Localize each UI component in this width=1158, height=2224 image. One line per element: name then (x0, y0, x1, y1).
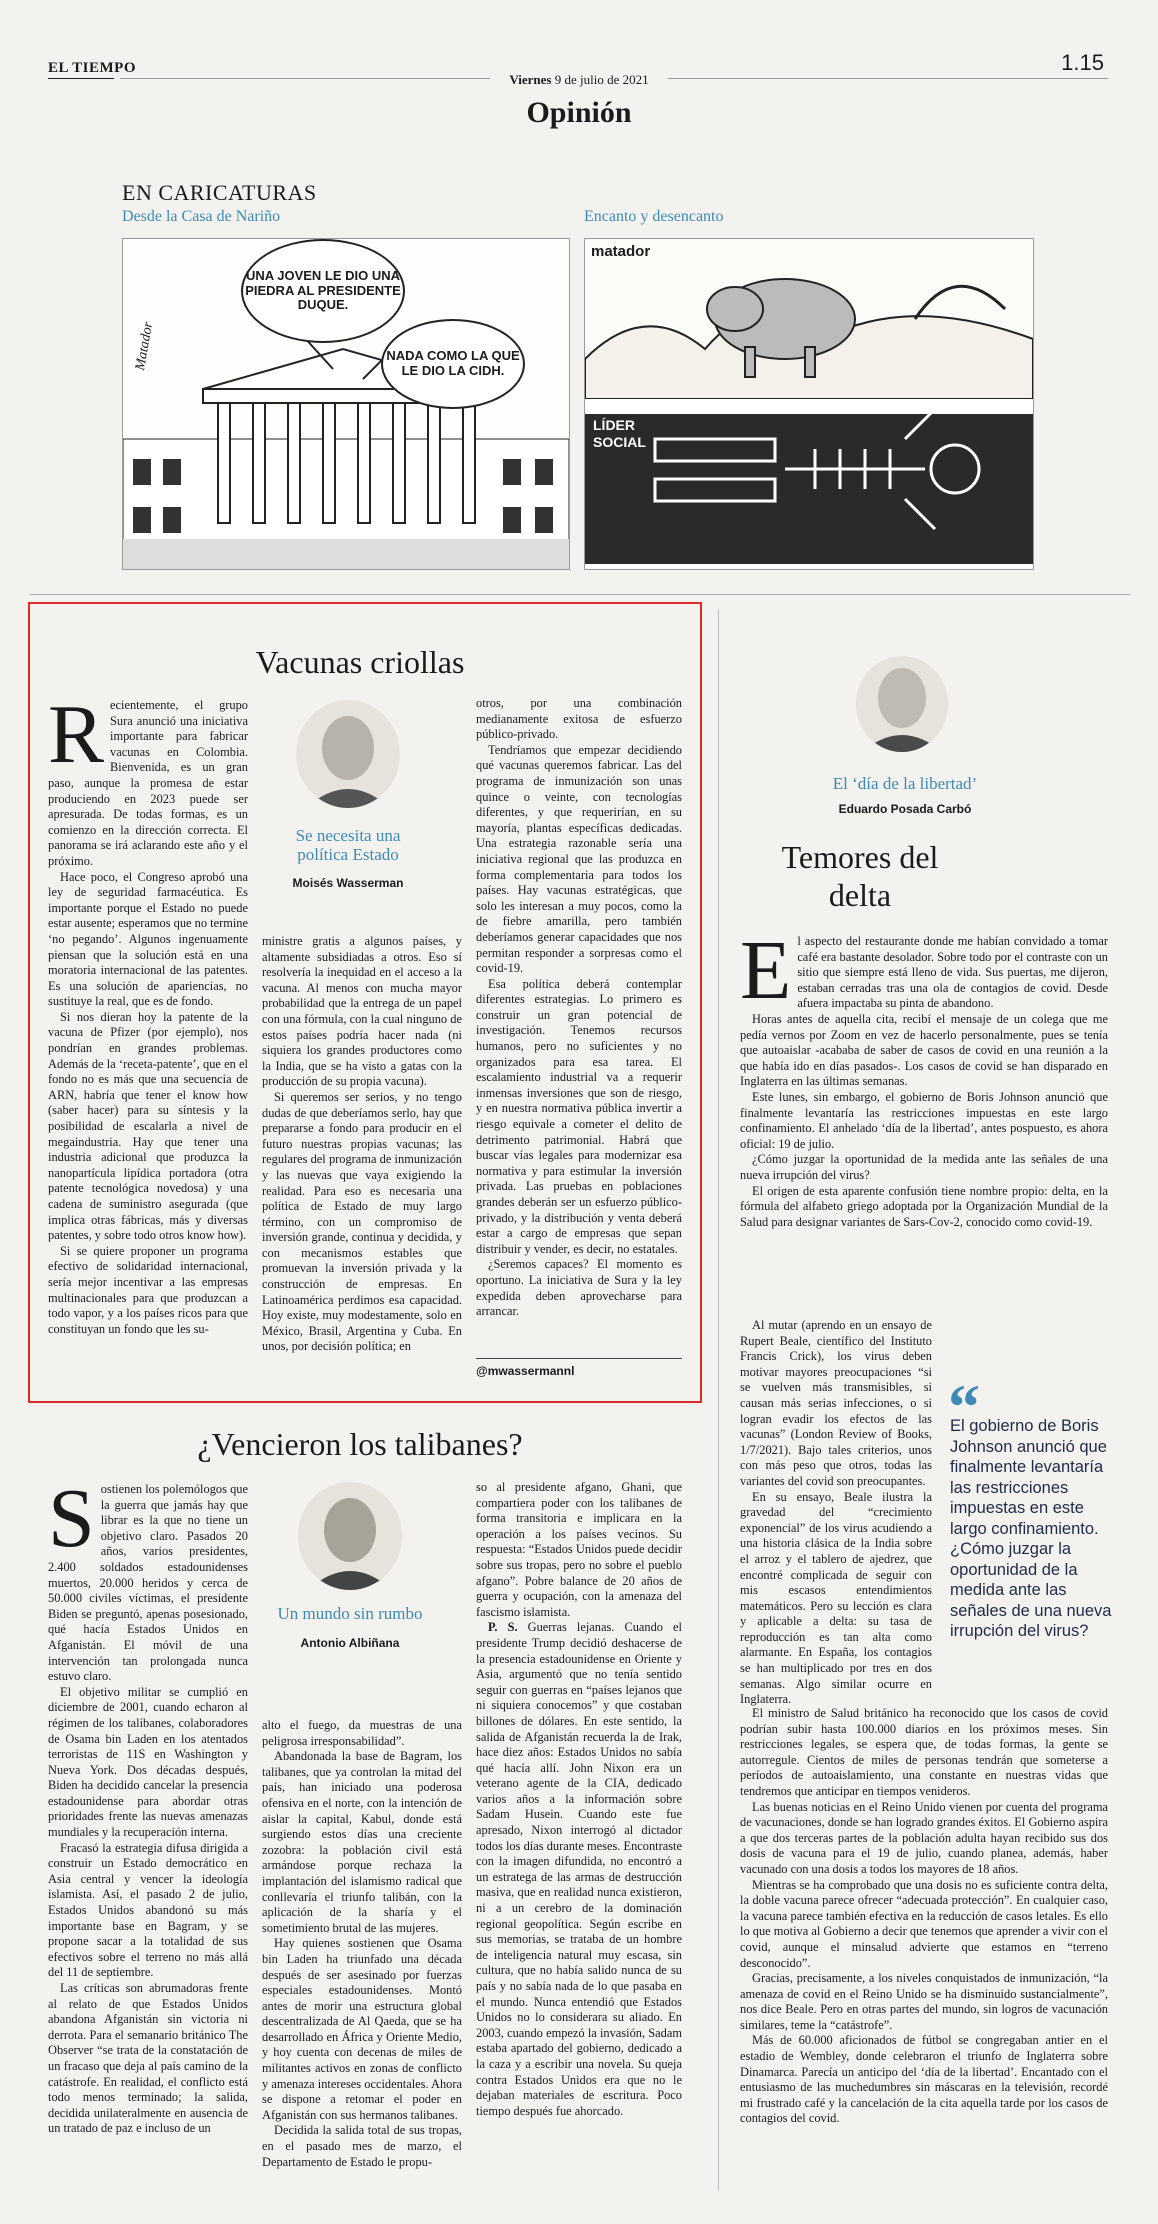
column-divider (718, 610, 719, 2190)
article1-col3: otros, por una combinación medianamente exitosa de esfuerzo público-privado. Tendríamos que empezar decidiendo qué vacunas queremos fabricar. Las del programa de inmunización son unas quince o veinte, con tecnologías diferentes, y que requerirían, en su mayoría, plantas específicas dedicadas. Una estrategia razonable sería una iniciativa regional que las produzca en forma complementaria para todos los países. Hay vacunas estratégicas, que solo les interesan a muy pocos, como la de fiebre amarilla, pero también deberíamos generar capacidades que nos permitan responder a sorpresas como el covid-19. Esa política deberá contemplar diferentes estrategias. Lo primero es construir un gran potencial de investigación. Tenemos recursos humanos, pero no suficientes y no organizados para esa tarea. El escalamiento industrial va a requerir inmensas inversiones que son de riesgo, y en nuestra normativa pública invertir a riesgo equivale a cometer el delito de detrimento patrimonial. Habrá que buscar vías legales para modernizar esa normativa y para estimular la inversión privada. Las pruebas en poblaciones grandes deberán ser un esfuerzo público-privado, y la distribución y venta deberá estar a cargo de empresas que sepan distribuir y vender, es decir, no estatales. ¿Seremos capaces? El momento es oportuno. La iniciativa de Sura y la ley expedida deben aprovecharse para arrancar. (476, 696, 682, 1319)
article3-col1: El aspecto del restaurante donde me habían convidado a tomar café era bastante desolador. Sobre todo por el contraste con un sitio que siempre está lleno de vida. Sus puertas, me dijeron, estaban cerradas tras una ola de contagios de covid. Desde afuera impactaba su pinta de abandono. Horas antes de aquella cita, recibí el mensaje de un colega que me pedía vernos por Zoom en vez de hacerlo personalmente, pues se tenía que autoaislar -acababa de saber de casos de covid en una reunión a la que había ido en días pasados-. Los casos de covid se han disparado en Inglaterra en las últimas semanas. Este lunes, sin embargo, el gobierno de Boris Johnson anunció que finalmente levantaría las restricciones impuestas en este largo confinamiento. El anhelado ‘día de la libertad’, antes pospuesto, es ahora oficial: 19 de julio. ¿Cómo juzgar la oportunidad de la medida ante las señales de una nueva irrupción del virus? El origen de esta aparente confusión tiene nombre propio: delta, en la fórmula del alfabeto griego adoptada por la Organización Mundial de la Salud para designar variantes de Sars-Cov-2, conocido como covid-19. (740, 924, 1108, 1229)
cartoons-heading: EN CARICATURAS (122, 180, 317, 205)
article3-pull-quote: El gobierno de Boris Johnson anunció que finalmente levantaría las restricciones impuestas en este largo confinamiento. ¿Cómo juzgar la oportunidad de la medida ante las señales de una nueva irrupción del virus? (950, 1417, 1112, 1640)
article2-col2: alto el fuego, da muestras de una peligrosa irresponsabilidad”. Abandonada la base de Bagram, los talibanes, que ya controlan la mitad del país, han iniciado una poderosa ofensiva en el norte, con la intención de aislar la capital, Kabul, donde está surgiendo estos días una creciente zozobra: la población civil está armándose porque rechaza la implantación del islamismo radical que conllevaría el triunfo talibán, con la aplicación de la sharía y el sometimiento brutal de las mujeres. Hay quienes sostienen que Osama bin Laden ha triunfado una década después de ser asesinado por fuerzas especiales estadounidenses. Montó antes de morir una estructura global descentralizada de Al Qaeda, que se ha desarrollado en África y Oriente Medio, y hoy cuenta con decenas de miles de militantes activos en zonas de conflicto y amenaza intereses occidentales. Ahora se dispone a retomar el poder en Afganistán con sus hermanos talibanes. Decidida la salida total de sus tropas, en el pasado mes de marzo, el Departamento de Estado le propu- (262, 1718, 462, 2169)
article1-dropcap: R (48, 688, 105, 781)
article2-column-name: Un mundo sin rumbo (277, 1604, 423, 1623)
article3-column-name: El ‘día de la libertad’ (832, 774, 978, 793)
article3-title: Temores del delta (781, 839, 939, 913)
article2-author-photo (298, 1482, 402, 1590)
article1-col2: ministre gratis a algunos países, y altamente subsidiadas a otros. Eso sí resolvería la inequidad en el acceso a la vacuna. Al menos con mucha mayor probabilidad que la entrega de un papel con una fórmula, con la cual ninguno de estos países podría hacer nada (ni siquiera los grandes productores como la India, que se ha visto a gatas con la producción de su propia vacuna). Si queremos ser serios, y no tengo dudas de que deberíamos serlo, hay que prepararse a fondo para producir en el futuro nuestras propias vacunas; las regulares del programa de inmunización y las nuevas que vaya exigiendo la realidad. Para eso es necesaria una política de Estado de muy largo término, con un compromiso de inversión grande, continua y decidida, y con mecanismos estables que promuevan la inversión privada y la construcción de empresas. En Latinoamérica perdimos esa capacidad. Hoy existe, muy modestamente, solo en México, Brasil, Argentina y Cuba. En unos, por decisión política; en (262, 934, 462, 1354)
cartoon-left-signature: Matador (133, 320, 157, 372)
article2-col1: Sostienen los polemólogos que la guerra que jamás hay que librar es la que no tiene un objetivo claro. Pasados 20 años, varios presidentes, 2.400 soldados estadounidenses muertos, 20.000 heridos y cerca de 50.000 civiles víctimas, el presidente Biden se preguntó, apenas posesionado, qué hacía Estados Unidos en Afganistán. El móvil de una intervención tan prolongada nunca estuvo claro. El objetivo militar se cumplió en diciembre de 2001, cuando echaron al régimen de los talibanes, colaboradores de Osama bin Laden en los atentados terroristas de 11S en Washington y Nueva York. Dos décadas después, Biden ha decidido cancelar la presencia estadounidense para abordar otras prioridades frente las nuevas amenazas mundiales y la recuperación interna. Fracasó la estrategia difusa dirigida a construir un Estado democrático en Asia central y vencer la ideología islamista. Así, el pasado 2 de julio, Estados Unidos abandonó su más importante base en Bagram, y se propone sacar a la totalidad de sus efectivos sobre el terreno no más allá del 11 de septiembre. Las críticas son abrumadoras frente al relato de que Estados Unidos abandona Afganistán sin victoria ni derrota. Para el semanario británico The Observer “se trata de la constatación de un fracaso que deja al país camino de la catástrofe. En realidad, el conflicto está todo menos terminado; la salida, decidida unilateralmente en ausencia de un tratado de paz e incluso de un (48, 1472, 248, 2136)
cartoon-left-bubble-1: UNA JOVEN LE DIO UNA PIEDRA AL PRESIDENTE DUQUE. (241, 239, 405, 343)
cartoon-right-drawing (585, 239, 1033, 569)
quote-icon: “ (948, 1371, 980, 1442)
cartoon-right-brand: matador (591, 243, 651, 260)
article2-col3: so al presidente afgano, Ghani, que compartiera poder con los talibanes de forma transitoria e implicara en la operación a los países vecinos. Su respuesta: “Estados Unidos puede decidir sobre sus tropas, pero no sobre el pueblo afgano”. Pobre balance de 20 años de guerra y ocupación, con la amenaza del fascismo islamista. P. S. Guerras lejanas. Cuando el presidente Trump decidió deshacerse de la presencia estadounidense en Oriente y Asia, argumentó que no tenía sentido seguir con guerras en “países lejanos que ni siquiera conocemos” y que costaban billones de dólares. En este sentido, la salida de Afganistán recuerda la de Irak, hace diez años: Estados Unidos no sabía qué hacía allí. John Nixon era un veterano agente de la CIA, dedicado varios años a la información sobre Sadam Husein. Cuando este fue apresado, Nixon interrogó al dictador todos los días durante meses. Encontraste con la imagen difundida, no encontró a un estratega de las armas de destrucción masiva, que en realidad nunca existieron, ni a un cerebro de la dominación regional geopolítica. Según escribe en sus memorias, se trataba de un hombre de inteligencia natural muy escasa, sin cultura, que no había salido nunca de su país y no sabía nada de lo que pasaba en el mundo. Nunca entendió que Estados Unidos no lo considerara su aliado. En 2003, cuando empezó la invasión, Sadam estaba apartado del gobierno, dedicado a la caza y a escribir una novela. Su queja contra Estados Unidos era que no le dejaban materiales de escritura. Poco tiempo después fue ahorcado. (476, 1480, 682, 2118)
cartoon-divider (30, 594, 1130, 595)
page-number: 1.15 (1061, 50, 1104, 75)
cartoon-right-sign: LÍDER SOCIAL (593, 417, 646, 450)
article3-author-photo (856, 656, 948, 752)
cartoon-right (584, 238, 1034, 570)
article1-author-photo (296, 700, 400, 808)
author-portrait-icon (856, 656, 948, 752)
article3-dropcap: E (740, 924, 792, 1017)
article3-narrow-col: Al mutar (aprendo en un ensayo de Rupert Beale, científico del Instituto Francis Crick), los virus deben motivar mayores preocupaciones “si se vuelven más transmisibles, si causan más serias infecciones, o si logran evadir los efectos de las vacunas” (London Review of Books, 1/7/2021). Bajo tales criterios, unos con más peso que otros, todas las variantes del covid son preocupantes. En su ensayo, Beale ilustra la gravedad del “crecimiento exponencial” de los virus acudiendo a una historia clásica de la India sobre el arroz y el tablero de ajedrez, que encontré complicada de seguir con mis escasos entendimientos matemáticos. Pero su lección es clara y aplicable a delta: su tasa de reproducción es tan alta como alarmante. En España, los contagios se han multiplicado por tres en dos semanas. Algo similar ocurre en Inglaterra. (740, 1318, 932, 1707)
cartoon-left (122, 238, 570, 570)
article1-title: Vacunas criollas (255, 644, 465, 680)
article1-handle: @mwassermannl (476, 1364, 575, 1378)
article2-title: ¿Vencieron los talibanes? (197, 1426, 523, 1462)
section-title: Opinión (526, 96, 632, 129)
article1-column-name: Se necesita una política Estado (295, 826, 401, 864)
article2-dropcap: S (48, 1472, 95, 1565)
cartoon-left-subtitle: Desde la Casa de Nariño (122, 208, 281, 225)
cartoon-left-bubble-2: NADA COMO LA QUE LE DIO LA CIDH. (381, 319, 525, 409)
article3-author: Eduardo Posada Carbó (838, 802, 972, 816)
cartoon-right-subtitle: Encanto y desencanto (584, 208, 724, 225)
article2-author: Antonio Albiñana (300, 1636, 400, 1650)
dateline: Viernes 9 de julio de 2021 (509, 72, 649, 87)
handle-rule (476, 1358, 682, 1359)
article3-col2: El ministro de Salud británico ha reconocido que los casos de covid podrían subir hasta 100.000 diarios en los próximos meses. Sin restricciones legales, se espera que, de todas formas, la gente se autorregule. Cientos de miles de personas tendrán que someterse a períodos de autoaislamiento, una constante en nuestras vidas que tendremos que anticipar en tiempos venideros. Las buenas noticias en el Reino Unido vienen por cuenta del programa de vacunaciones, donde se han logrado grandes éxitos. El Gobierno aspira a que dos terceras partes de la población adulta hayan recibido sus dos dosis de vacuna para el 19 de julio, cuando planea, además, haber vacunado con una dosis a todos los mayores de 18 años. Mientras se ha comprobado que una dosis no es suficiente contra delta, la doble vacuna parece ofrecer “adecuada protección”. En cualquier caso, la vacuna parece también efectiva en la reducción de casos letales. Es ello lo que motiva al Gobierno a decir que tenemos que aprender a vivir con el covid, aunque el minsalud advierte que estamos en “terreno desconocido”. Gracias, precisamente, a los niveles conquistados de inmunización, “la amenaza de covid en el Reino Unido se ha disminuido sustancialmente”, nos dice Beale. Pero en otras partes del mundo, sin logros de vacunación similares, teme la “catástrofe”. Más de 60.000 aficionados de fútbol se congregaban antier en el estadio de Wembley, donde celebraron el triunfo de Inglaterra sobre Dinamarca. Parecía un anticipo del ‘día de la libertad’. Encantado con el entusiasmo de las muchedumbres sin máscaras en la televisión, recordé mi frustrado café y la cancelación de la cita aquella tarde por los casos de contagios del covid. (740, 1706, 1108, 2126)
masthead: EL TIEMPO (48, 60, 136, 76)
author-portrait-icon (296, 700, 400, 808)
author-portrait-icon (298, 1482, 402, 1590)
article1-col1: Recientemente, el grupo Sura anunció una iniciativa importante para fabricar vacunas en Colombia. Bienvenida, es un gran paso, aunque la promesa de estar produciendo en 2023 puede ser apresurada. De todas formas, es un comienzo en la dirección correcta. El panorama se irá aclarando este año y el próximo. Hace poco, el Congreso aprobó una ley de seguridad farmacéutica. Es importante porque el Estado no puede estar ausente; esperamos que no termine ‘no pegando’. Algunos ingenuamente piensan que la solución está en una moratoria internacional de las patentes. Es una solución de apariencias, no sustituye la real, que es de fondo. Si nos dieran hoy la patente de la vacuna de Pfizer (por ejemplo), nos pondrían en grandes problemas. Además de la ‘receta-patente’, que en el fondo no es más que una secuencia de ARN, habría que tener el know how (saber hacer) para su síntesis y la posibilidad de escalarla a nivel de megaindustria. Hay que tener una industria adicional que produzca la nanopartícula lipídica portadora (otra patente tecnológica novedosa) y una cadena de suministro asegurada (que implica otras fábricas, más y diversas patentes, y sobre todo otros know how). Si se quiere proponer un programa efectivo de solidaridad internacional, sería mejor incentivar a las empresas multinacionales para que produzcan a todo vapor, y a los países ricos para que constituyan un fondo que les su- (48, 688, 248, 1336)
article1-author: Moisés Wasserman (292, 876, 404, 890)
